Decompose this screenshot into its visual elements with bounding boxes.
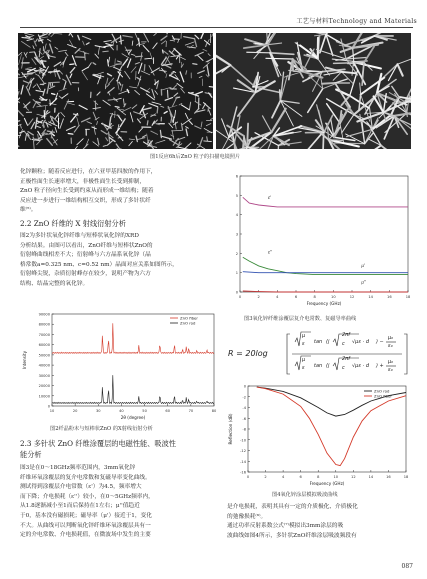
x-tick-label: 18 bbox=[403, 475, 409, 479]
text-line: 格常数a=0.325 nm、c=0.52 nm）晶面对应关系如图所示， bbox=[20, 261, 178, 268]
eps-series-2 bbox=[243, 272, 408, 273]
svg-text:μ: μ bbox=[302, 357, 306, 363]
text-line: 通过功率反射系数公式⁽⁷⁾模拟出3mm涂层的吸 bbox=[227, 523, 344, 530]
text-line: 纤维环氧涂覆层的复介电常数和复磁导率变化曲线。 bbox=[20, 474, 151, 481]
x-tick-label: 0 bbox=[238, 295, 242, 299]
y-tick-label: 0 bbox=[47, 404, 50, 409]
series-label: ε' bbox=[268, 195, 272, 201]
x-tick-label: 20 bbox=[72, 409, 78, 413]
section-title-line: 2.3 多针状 ZnO 纤维涂覆层的电磁性能、吸波性 bbox=[20, 439, 176, 448]
sem-needle bbox=[280, 90, 281, 101]
y-tick-label: 30000 bbox=[38, 373, 50, 378]
y-tick-label: -8 bbox=[242, 427, 246, 432]
plot-frame bbox=[248, 386, 406, 472]
xrd-svg bbox=[20, 310, 220, 423]
text-line: 测试得到涂覆层介电常数（ε'）为4.5，频率增大 bbox=[20, 484, 142, 491]
svg-text:2πf: 2πf bbox=[342, 356, 350, 362]
sem-fiber bbox=[144, 65, 145, 71]
text-line: 正极性面生长速率增大，非极性面生长受到抑制， bbox=[20, 178, 146, 185]
y-tick-label: 10000 bbox=[38, 394, 50, 399]
svg-text:j: j bbox=[328, 339, 330, 345]
section-2-2-title: 2.2 ZnO 纤维的 X 射线衍射分析 bbox=[20, 219, 126, 228]
y-axis-label: Intensity bbox=[22, 350, 27, 370]
svg-text:c: c bbox=[342, 341, 345, 347]
sem-image-left bbox=[18, 33, 213, 149]
formula-prefix: R = 20log bbox=[228, 349, 268, 358]
y-tick-label: 0 bbox=[243, 384, 246, 389]
svg-text:c: c bbox=[342, 365, 345, 371]
x-tick-label: 14 bbox=[368, 295, 373, 299]
y-tick-label: 40000 bbox=[38, 363, 50, 368]
x-tick-label: 10 bbox=[333, 475, 339, 479]
y-tick-label: 1 bbox=[235, 271, 238, 276]
xrd-chart bbox=[20, 310, 220, 423]
sem-fiber bbox=[190, 92, 193, 93]
fig1-caption: 图1反应6h后ZnO 粒子的扫描电镜照片 bbox=[150, 154, 241, 160]
x-axis-label: 2θ (degree) bbox=[120, 415, 146, 420]
svg-text:tan: tan bbox=[314, 363, 323, 369]
y-tick-label: 0 bbox=[235, 290, 238, 295]
right-para bbox=[227, 503, 413, 541]
sem-needle bbox=[329, 140, 343, 141]
text-line: 图2为多针状氧化锌纤维与短棒状氧化锌的XRD bbox=[20, 233, 139, 239]
x-tick-label: 16 bbox=[387, 295, 392, 299]
sem-fiber bbox=[156, 124, 159, 125]
x-tick-label: 2 bbox=[257, 295, 260, 299]
svg-text:√με · d: √με · d bbox=[352, 363, 370, 369]
svg-text:μ₀: μ₀ bbox=[388, 359, 394, 365]
svg-text:j: j bbox=[328, 363, 330, 369]
y-tick-label: -16 bbox=[240, 470, 246, 475]
x-tick-label: 12 bbox=[351, 475, 356, 479]
text-line: 结构、结晶完整的氧化锌。 bbox=[20, 280, 89, 287]
y-tick-label: 6 bbox=[235, 174, 238, 179]
text-line: 衍射峰曲线相差不大；衍射峰与六方晶系氧化锌（晶 bbox=[20, 252, 151, 259]
permittivity-svg bbox=[226, 170, 412, 312]
y-tick-label: 80000 bbox=[38, 322, 50, 327]
y-tick-label: -12 bbox=[240, 449, 246, 453]
xrd-series-0 bbox=[52, 320, 214, 353]
sem-needle bbox=[247, 52, 270, 53]
legend-label: ZnO rod bbox=[180, 320, 196, 326]
text-line: 分析结果。由图可以看出，ZnO纤维与短棒状ZnO的 bbox=[20, 242, 153, 249]
y-tick-label: 20000 bbox=[38, 384, 50, 389]
y-tick-label: 3 bbox=[235, 232, 238, 237]
series-label: μ' bbox=[361, 262, 365, 268]
sem-needle bbox=[266, 58, 293, 59]
sem-figure bbox=[18, 33, 411, 149]
svg-text:tan: tan bbox=[314, 339, 323, 345]
legend-label: ZnO fiber bbox=[374, 393, 392, 399]
svg-text:) −: ) − bbox=[376, 339, 384, 345]
x-tick-label: 0 bbox=[246, 475, 250, 479]
sem-texture-right bbox=[216, 33, 411, 149]
sem-fiber bbox=[23, 74, 32, 75]
svg-text:μ₀: μ₀ bbox=[388, 335, 394, 341]
x-tick-label: 30 bbox=[95, 409, 101, 413]
page-number: 087 bbox=[401, 563, 413, 570]
svg-text:ε: ε bbox=[302, 365, 305, 371]
section-title-line: 能分析 bbox=[20, 450, 42, 459]
y-tick-label: 2 bbox=[235, 251, 238, 256]
x-axis-label: Frequency (GHz) bbox=[306, 301, 342, 306]
y-tick-label: -6 bbox=[242, 416, 246, 421]
permittivity-chart bbox=[226, 170, 412, 312]
sem-texture-left bbox=[18, 33, 213, 149]
sem-fiber bbox=[68, 134, 73, 135]
x-axis-label: Frequency (GHz) bbox=[309, 481, 345, 486]
fig4-caption: 图4氧化锌涂层模拟吸波曲线 bbox=[272, 492, 338, 498]
text-line: 从1.8逐渐减小至1而后保持在1左右；μ''值趋近 bbox=[20, 503, 140, 510]
text-line: 而下降；介电损耗（ε''）较小，在0～5GHz频率内， bbox=[20, 493, 154, 500]
sem-fiber bbox=[173, 39, 179, 40]
x-tick-label: 14 bbox=[368, 475, 374, 479]
series-label: ε'' bbox=[268, 249, 273, 255]
x-tick-label: 70 bbox=[188, 409, 194, 413]
sem-fiber bbox=[52, 94, 55, 95]
x-tick-label: 60 bbox=[165, 409, 171, 413]
text-line: 化锌颗粒；随着反应进行，在六亚甲基四胺的作用下， bbox=[20, 169, 157, 175]
sem-fiber bbox=[22, 37, 29, 38]
sem-fiber bbox=[50, 83, 51, 86]
reflection-svg bbox=[226, 382, 412, 490]
journal-header: 工艺与材料Technology and Materials bbox=[296, 18, 417, 25]
sem-fiber bbox=[207, 137, 208, 141]
sem-fiber bbox=[39, 70, 40, 74]
text-line: 衍射峰尖锐，杂质衍射峰存在较少，说明产物为六方 bbox=[20, 271, 151, 278]
x-tick-label: 50 bbox=[142, 409, 147, 413]
sem-fiber bbox=[208, 107, 209, 112]
svg-text:ε₀: ε₀ bbox=[388, 367, 393, 373]
reflection-formula bbox=[226, 328, 412, 378]
header-rule bbox=[20, 27, 413, 28]
sem-fiber bbox=[173, 117, 174, 123]
left-para-2 bbox=[20, 232, 220, 290]
svg-text:(: ( bbox=[326, 339, 328, 345]
xrd-series-1 bbox=[52, 375, 214, 403]
series-label: μ'' bbox=[361, 279, 367, 285]
reflection-chart bbox=[226, 382, 412, 490]
text-line: 反应进一步进行一维结构相互交织，形成了多针状纤 bbox=[20, 197, 151, 204]
text-line: 维⁽⁵⁾。 bbox=[20, 207, 37, 214]
y-tick-label: -10 bbox=[240, 438, 246, 443]
svg-text:(: ( bbox=[326, 363, 328, 369]
x-tick-label: 16 bbox=[386, 475, 391, 479]
x-tick-label: 10 bbox=[331, 295, 336, 299]
sem-fiber bbox=[157, 107, 158, 113]
fig3-caption: 图3氧化锌纤维涂覆层复介电常数、复磁导率曲线 bbox=[244, 316, 357, 322]
eps-series-1 bbox=[243, 257, 408, 274]
y-tick-label: 70000 bbox=[38, 332, 50, 337]
y-tick-label: 90000 bbox=[38, 312, 50, 317]
text-line: 波曲线如图4所示，多针状ZnO纤维涂层吸波频段有 bbox=[227, 532, 357, 539]
text-line: 的弛豫损耗⁽⁶⁾。 bbox=[227, 513, 267, 520]
sem-fiber bbox=[193, 64, 197, 65]
x-tick-label: 4 bbox=[281, 475, 285, 479]
sem-fiber bbox=[135, 56, 142, 57]
sem-fiber bbox=[49, 82, 60, 83]
x-tick-label: 6 bbox=[294, 295, 298, 299]
sem-fiber bbox=[103, 51, 108, 52]
text-line: 于0，基本没有磁损耗；磁导率（μ'）接近于1，变化 bbox=[20, 512, 152, 519]
y-tick-label: 4 bbox=[235, 213, 238, 218]
svg-text:ε₀: ε₀ bbox=[388, 343, 393, 349]
svg-text:√με · d: √με · d bbox=[352, 339, 370, 345]
text-line: ZnO 粒子径向生长受到约束从而形成一维结构；随着 bbox=[20, 188, 154, 195]
sem-fiber bbox=[43, 123, 44, 126]
sem-fiber bbox=[37, 102, 41, 103]
section-2-3-title bbox=[20, 438, 220, 460]
sem-fiber bbox=[147, 121, 148, 125]
x-tick-label: 8 bbox=[317, 475, 320, 479]
sem-fiber bbox=[204, 141, 212, 142]
x-tick-label: 80 bbox=[211, 409, 217, 413]
svg-text:ε: ε bbox=[302, 341, 305, 347]
x-tick-label: 18 bbox=[405, 295, 411, 299]
y-tick-label: -4 bbox=[242, 406, 246, 410]
left-para-1 bbox=[20, 168, 220, 216]
svg-text:) +: ) + bbox=[376, 363, 384, 369]
text-line: 是介电损耗，表明其具有一定的介质极化、介质极化 bbox=[227, 504, 358, 510]
text-line: 定的介电常数、介电损耗值，在微波场中发生的主要 bbox=[20, 532, 151, 539]
text-line: 图3是在0～18GHz频率范围内，3mm氧化锌 bbox=[20, 465, 136, 471]
y-axis-label: Reflection (dB) bbox=[228, 413, 233, 445]
sem-fiber bbox=[85, 53, 86, 60]
formula-svg bbox=[226, 328, 412, 378]
text-line: 不大。从曲线可以判断氧化锌纤维环氧涂覆层具有一 bbox=[20, 522, 151, 529]
y-tick-label: -2 bbox=[242, 395, 246, 400]
y-tick-label: -14 bbox=[240, 459, 246, 464]
fig2-caption: 图2纤晶粉末与短棒状ZnO 的X射线衍射分析 bbox=[50, 426, 153, 432]
y-tick-label: 60000 bbox=[38, 343, 50, 348]
y-tick-label: 50000 bbox=[38, 353, 50, 358]
eps-series-3 bbox=[243, 291, 408, 292]
sem-needle bbox=[322, 83, 335, 84]
sem-fiber bbox=[115, 107, 119, 108]
legend-label: ZnO fiber bbox=[180, 315, 198, 321]
x-tick-label: 12 bbox=[349, 295, 355, 299]
svg-text:2πf: 2πf bbox=[342, 332, 350, 338]
sem-image-right bbox=[216, 33, 411, 149]
plot-frame bbox=[52, 314, 214, 406]
legend-label: ZnO rod bbox=[374, 388, 390, 394]
left-para-3 bbox=[20, 464, 220, 541]
x-tick-label: 40 bbox=[119, 409, 124, 413]
refl-series-1 bbox=[257, 387, 406, 466]
x-tick-label: 4 bbox=[276, 295, 279, 299]
sem-fiber bbox=[121, 36, 122, 44]
x-tick-label: 10 bbox=[49, 409, 55, 413]
y-tick-label: 5 bbox=[235, 193, 238, 198]
svg-text:μ: μ bbox=[302, 333, 306, 339]
x-tick-label: 8 bbox=[313, 295, 316, 299]
x-tick-label: 6 bbox=[299, 475, 302, 479]
x-tick-label: 2 bbox=[264, 475, 267, 479]
sem-needle bbox=[247, 124, 248, 148]
